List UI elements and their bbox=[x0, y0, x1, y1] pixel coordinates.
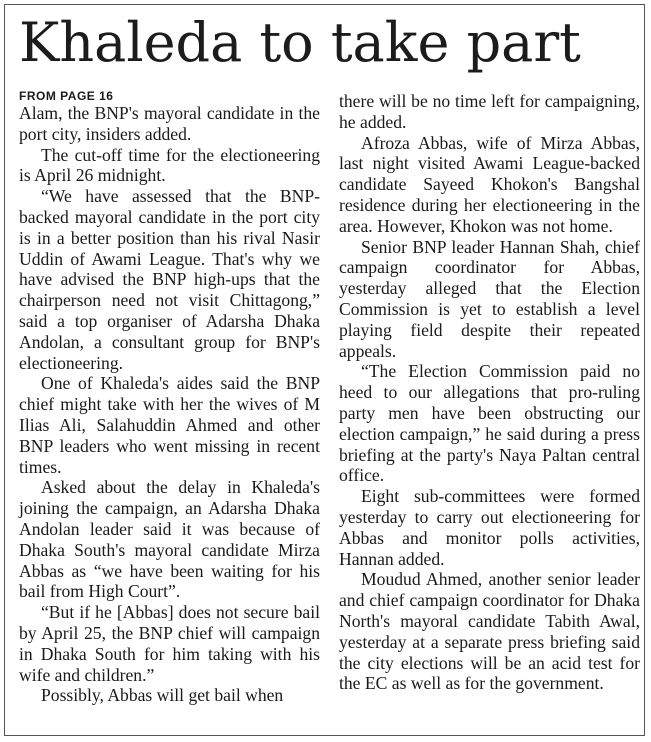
paragraph: there will be no time left for campaigning, he added. bbox=[339, 91, 640, 132]
paragraph: “We have assessed that the BNP-backed mayoral candidate in the port city is in a better position than his rival Nasir Uddin of Awami League. That's why we have advised the BNP high-ups that the chairperson need not visit Chittagong,” said a top organiser of Adarsha Dhaka Andolan, a consultant group for BNP's electioneering. bbox=[19, 186, 320, 373]
paragraph: “But if he [Abbas] does not secure bail by April 25, the BNP chief will campaign in Dhaka South for him taking with his wife and children.” bbox=[19, 602, 320, 685]
dateline: FROM PAGE 16 bbox=[19, 89, 114, 103]
paragraph: Asked about the delay in Khaleda's joining the campaign, an Adarsha Dhaka Andolan leader said it was because of Dhaka South's mayoral candidate Mirza Abbas as “we have been waiting for his bail from High Court”. bbox=[19, 477, 320, 602]
right-column bbox=[339, 91, 640, 694]
paragraph: Senior BNP leader Hannan Shah, chief campaign coordinator for Abbas, yesterday alleged that the Election Commission is yet to establish a level playing field despite their repeated appeals. bbox=[339, 236, 640, 361]
paragraph: Possibly, Abbas will get bail when bbox=[41, 685, 284, 706]
paragraph: Afroza Abbas, wife of Mirza Abbas, last night visited Awami League-backed candidate Sayeed Khokon's Bangshal residence during her electioneering in the area. However, Khokon was not home. bbox=[339, 132, 640, 236]
left-column bbox=[19, 85, 320, 706]
paragraph: One of Khaleda's aides said the BNP chief might take with her the wives of M Ilias Ali, Salahuddin Ahmed and other BNP leaders who went missing in recent times. bbox=[19, 373, 320, 477]
paragraph: Moudud Ahmed, another senior leader and chief campaign coordinator for Dhaka North's mayoral candidate Tabith Awal, yesterday at a separate press briefing said the city elections will be an acid test for the EC as well as for the government. bbox=[339, 569, 640, 694]
paragraph: Alam, the BNP's mayoral candidate in the port city, insiders added. bbox=[19, 103, 320, 144]
headline: Khaleda to take part bbox=[19, 11, 581, 74]
paragraph: “The Election Commission paid no heed to our allegations that pro-ruling party men have been obstructing our election campaign,” he said during a press briefing at the party's Naya Paltan central office. bbox=[339, 361, 640, 486]
paragraph: The cut-off time for the electioneering is April 26 midnight. bbox=[19, 144, 320, 186]
article-frame bbox=[4, 4, 645, 736]
paragraph: Eight sub-committees were formed yesterday to carry out electioneering for Abbas and monitor polls activities, Hannan added. bbox=[339, 486, 640, 569]
